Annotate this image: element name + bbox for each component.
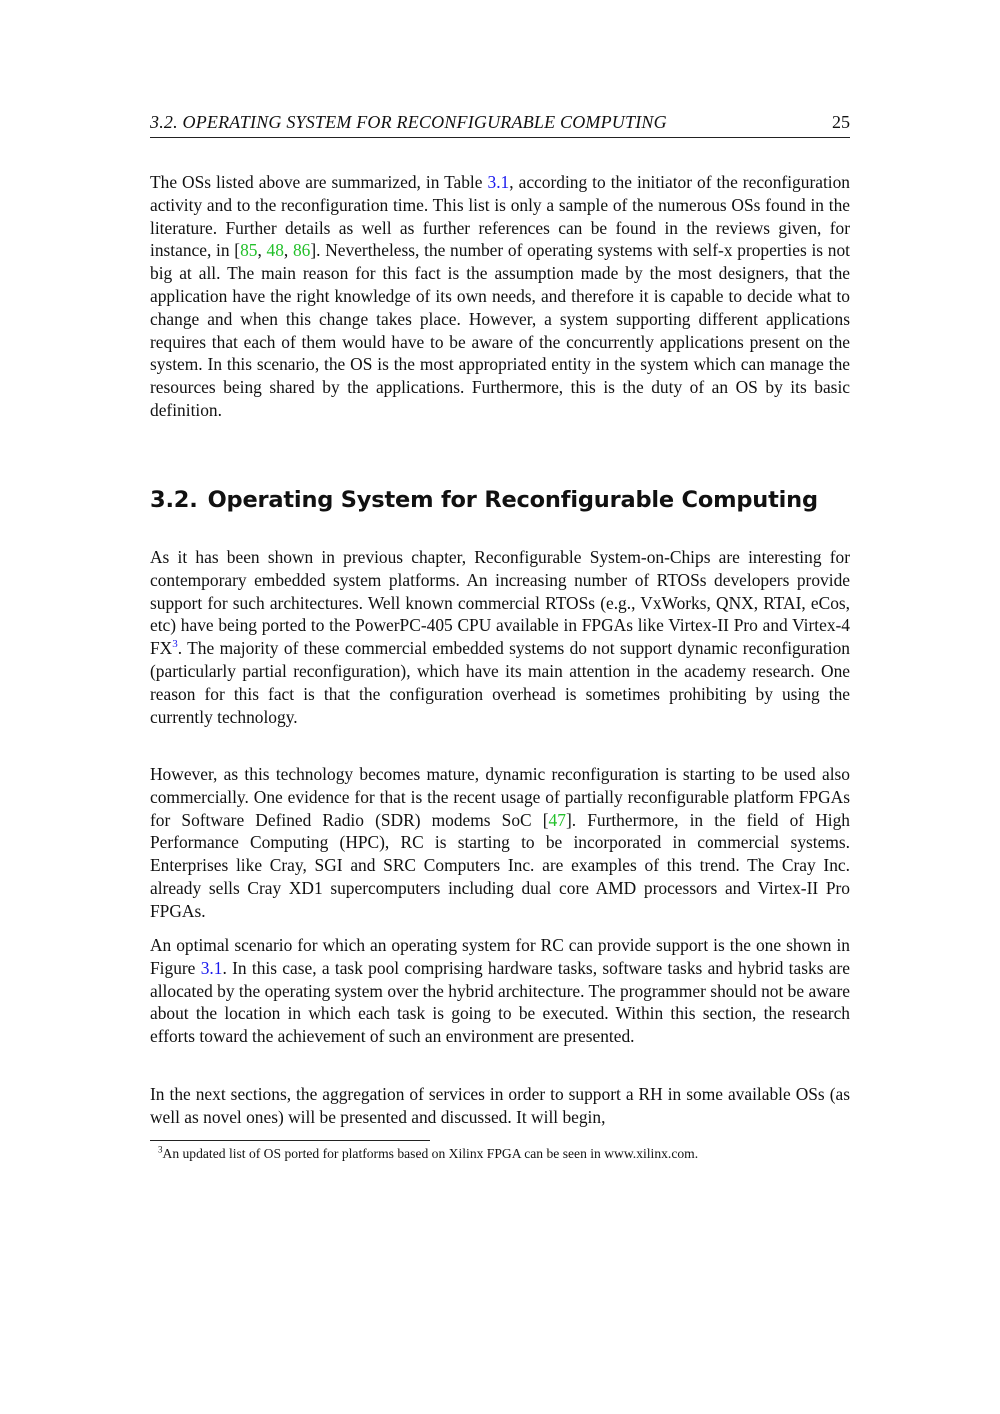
text-run: In the next sections, the aggregation of services in order to support a RH in some available OSs (as well as novel ones) will be presented and discussed. It will begin, — [150, 1084, 850, 1127]
text-run: . In this case, a task pool comprising hardware tasks, software tasks and hybrid tasks are allocated by the operating system over the hybrid architecture. The programmer should not be aware about the location in which each task is going to be executed. Within this section, the research efforts toward the achievement of such an environment are presented. — [150, 957, 850, 1047]
citation-separator: , — [283, 240, 293, 261]
running-header-title: 3.2. OPERATING SYSTEM FOR RECONFIGURABLE COMPUTING — [150, 112, 667, 132]
footnote — [158, 1145, 858, 1162]
citation-separator: , — [257, 240, 267, 261]
citation-link-85[interactable]: 85 — [240, 240, 258, 261]
footnote-divider — [150, 1140, 430, 1141]
paragraph-commercial-usage — [150, 763, 850, 923]
section-heading — [150, 487, 850, 513]
text-run: ]. Furthermore, in the field of High Performance Computing (HPC), RC is starting to be incorporated in commercial systems. Enterprises like Cray, SGI and SRC Computers Inc. are examples of this trend. The Cray Inc. already sells Cray XD1 supercomputers including dual core AMD processors and Virtex-II Pro FPGAs. — [150, 809, 850, 921]
text-run: , according to the initiator of the reconfiguration activity and to the reconfiguration time. This list is only a sample of the numerous OSs found in the literature. Further details as well as further references can be found in the reviews given, for instance, in [ — [150, 172, 851, 261]
footnote-text: An updated list of OS ported for platforms based on Xilinx FPGA can be seen in www.xilinx.com. — [162, 1146, 699, 1161]
page-number: 25 — [832, 112, 850, 132]
text-run: An optimal scenario for which an operating system for RC can provide support is the one shown in Figure — [150, 935, 850, 978]
text-run: ]. Nevertheless, the number of operating systems with self-x properties is not big at all. The main reason for this fact is the assumption made by the most designers, that the application have the right knowledge of its own needs, and therefore it is capable to decide what to change and when this change takes place. However, a system supporting different applications requires that each of them would have to be aware of the concurrently applications present on the system. In this scenario, the OS is the most appropriated entity in the system which can manage the resources being shared by the applications. Furthermore, this is the duty of an OS by its basic definition. — [150, 240, 850, 420]
text-run: As it has been shown in previous chapter, Reconfigurable System-on-Chips are interesting for contemporary embedded system platforms. An increasing number of RTOSs developers provide support for such architectures. Well known commercial RTOSs (e.g., VxWorks, QNX, RTAI, eCos, etc) have being ported to the PowerPC-405 CPU available in FPGAs like Virtex-II Pro and Virtex-4 FX — [150, 547, 850, 659]
footnote-mark: 3 — [158, 1144, 163, 1155]
table-reference-link[interactable]: 3.1 — [487, 172, 510, 192]
text-run: However, as this technology becomes mature, dynamic reconfiguration is starting to be used also commercially. One evidence for that is the recent usage of partially reconfigurable platform FPGAs for Software Defined Radio (SDR) modems SoC [ — [150, 764, 850, 830]
section-number: 3.2. — [150, 487, 198, 513]
paragraph-next-sections — [150, 1083, 850, 1129]
section-title: Operating System for Reconfigurable Computing — [207, 487, 818, 513]
figure-reference-link[interactable]: 3.1 — [200, 957, 223, 978]
footnote-marker-link[interactable]: 3 — [172, 638, 178, 651]
citation-link-48[interactable]: 48 — [266, 240, 284, 261]
text-run: The OSs listed above are summarized, in Table — [150, 172, 488, 192]
citation-link-47[interactable]: 47 — [548, 809, 566, 830]
paragraph-rsoc-intro — [150, 546, 850, 728]
text-run: . The majority of these commercial embedded systems do not support dynamic reconfiguration (particularly partial reconfiguration), which have its main attention in the academy research. One reason for this fact is that the configuration overhead is sometimes prohibiting by using the currently technology. — [150, 638, 850, 727]
paragraph-optimal-scenario — [150, 934, 850, 1048]
running-header — [150, 111, 850, 138]
paragraph-os-summary — [150, 171, 850, 422]
citation-link-86[interactable]: 86 — [292, 240, 311, 261]
